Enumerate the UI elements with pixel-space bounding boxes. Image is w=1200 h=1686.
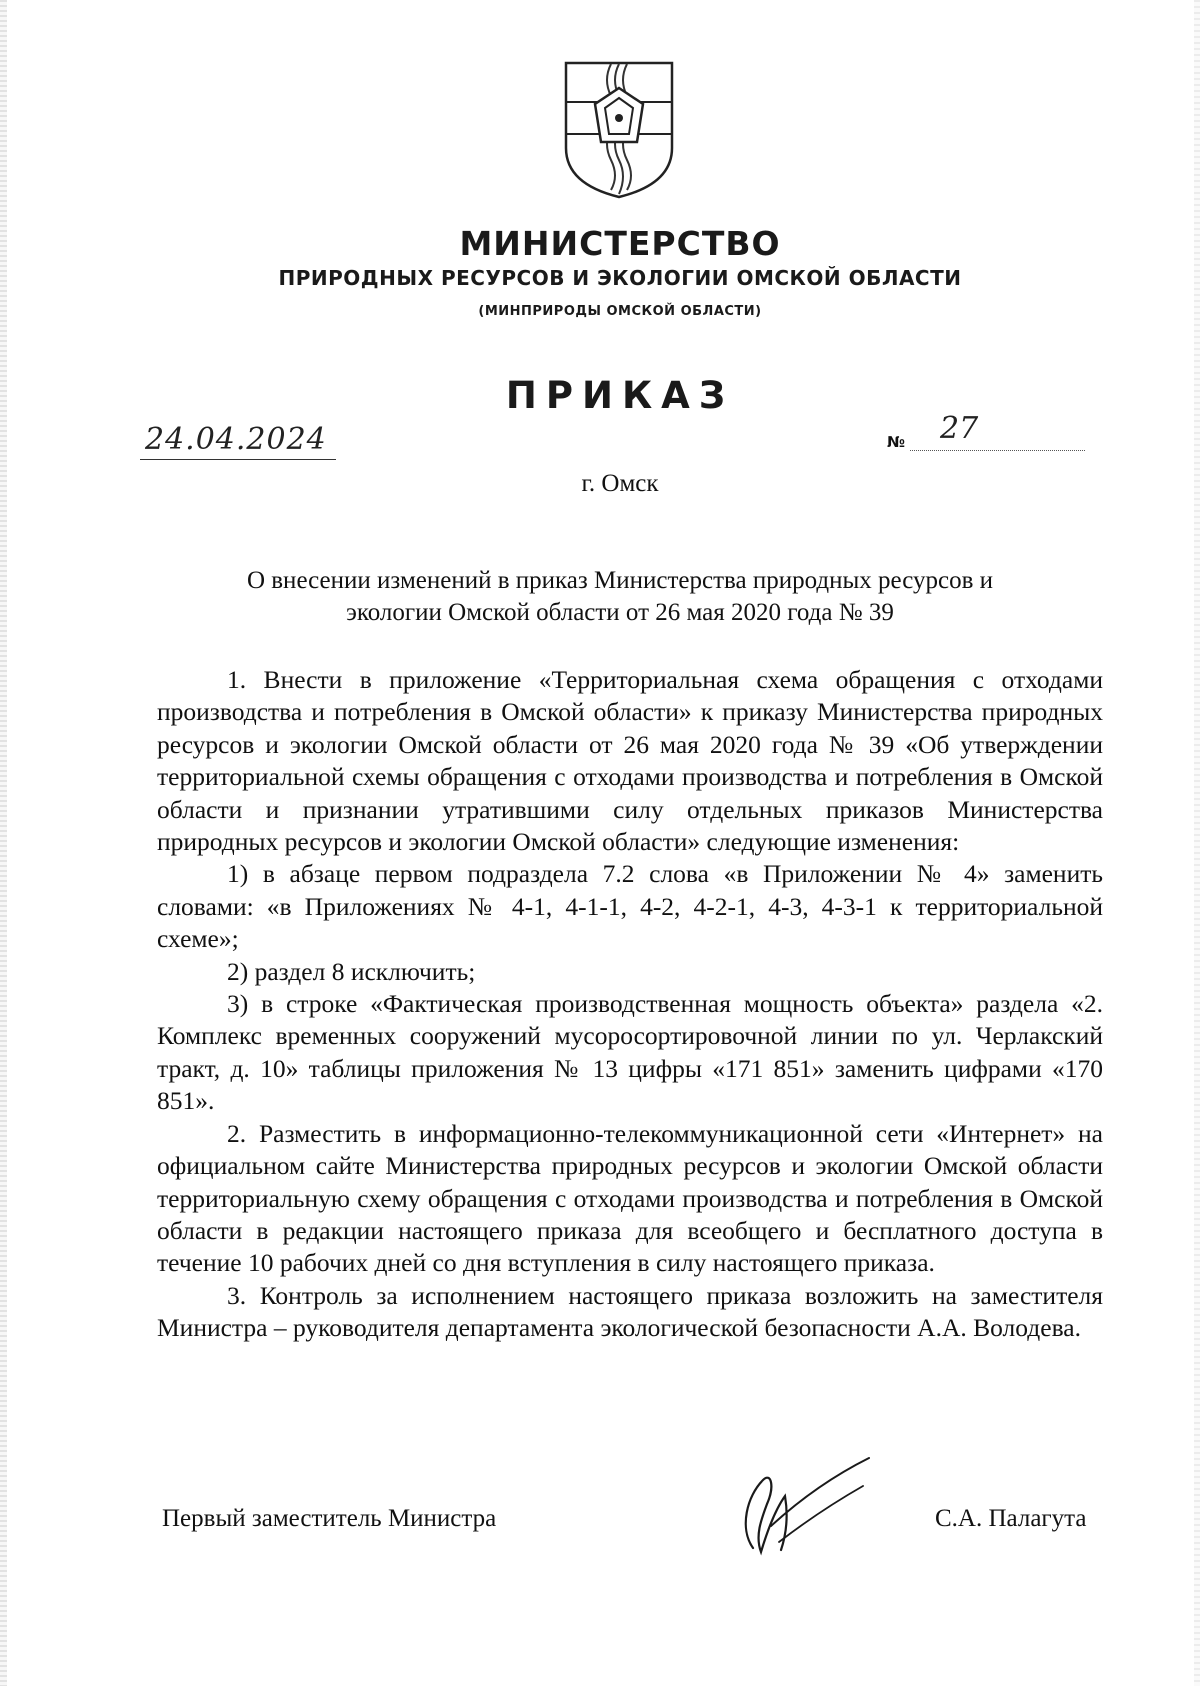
paragraph-1-item-2: 2) раздел 8 исключить;: [227, 956, 476, 986]
number-sign: №: [887, 433, 906, 451]
order-subject: [160, 565, 1080, 629]
signatory-position: Первый заместитель Министра: [162, 1505, 497, 1532]
date-underline: [140, 459, 336, 460]
signatory-name: С.А. Палагута: [935, 1505, 1087, 1532]
ministry-full-name: ПРИРОДНЫХ РЕСУРСОВ И ЭКОЛОГИИ ОМСКОЙ ОБЛАСТИ: [278, 266, 962, 290]
number-underline: [910, 450, 1085, 451]
paragraph-2: 2. Разместить в информационно-телекоммуникационной сети «Интернет» на официальном сайте Министерства природных ресурсов и экологии Омской области территориальную схему обращения с отходами производства и потребления в Омской области в редакции настоящего приказа для всеобщего и бесплатного доступа в течение 10 рабочих дней со дня вступления в силу настоящего приказа.: [157, 1118, 1103, 1278]
subject-line-1: О внесении изменений в приказ Министерства природных ресурсов и: [246, 567, 994, 594]
document-type-title: ПРИКАЗ: [505, 374, 735, 417]
order-date: 24.04.2024: [145, 422, 327, 457]
paragraph-1-item-3: 3) в строке «Фактическая производственная мощность объекта» раздела «2. Комплекс временных сооружений мусоросортировочной линии по ул. Черлакский тракт, д. 10» таблицы приложения № 13 цифры «171 851» заменить цифрами «170 851».: [157, 989, 1103, 1116]
paragraph-3: 3. Контроль за исполнением настоящего приказа возложить на заместителя Министра – руководителя департамента экологической безопасности А.А. Володева.: [157, 1280, 1103, 1343]
ministry-short-name: (МИНПРИРОДЫ ОМСКОЙ ОБЛАСТИ): [478, 304, 762, 319]
order-body: [157, 664, 1103, 1345]
city-label: г. Омск: [581, 470, 659, 497]
ministry-title: МИНИСТЕРСТВО: [459, 224, 781, 263]
coat-of-arms-emblem: [563, 60, 675, 200]
subject-line-2: экологии Омской области от 26 мая 2020 года № 39: [346, 599, 894, 626]
handwritten-signature: [725, 1452, 875, 1560]
paragraph-1: 1. Внести в приложение «Территориальная схема обращения с отходами производства и потребления в Омской области» к приказу Министерства природных ресурсов и экологии Омской области от 26 мая 2020 года № 39 «Об утверждении территориальной схемы обращения с отходами производства и потребления в Омской области и признании утратившими силу отдельных приказов Министерства природных ресурсов и экологии Омской области» следующие изменения:: [157, 665, 1103, 857]
order-number: 27: [940, 411, 979, 446]
paragraph-1-item-1: 1) в абзаце первом подраздела 7.2 слова «в Приложении № 4» заменить словами: «в Приложениях № 4-1, 4-1-1, 4-2, 4-2-1, 4-3, 4-3-1 к территориальной схеме»;: [157, 859, 1103, 954]
